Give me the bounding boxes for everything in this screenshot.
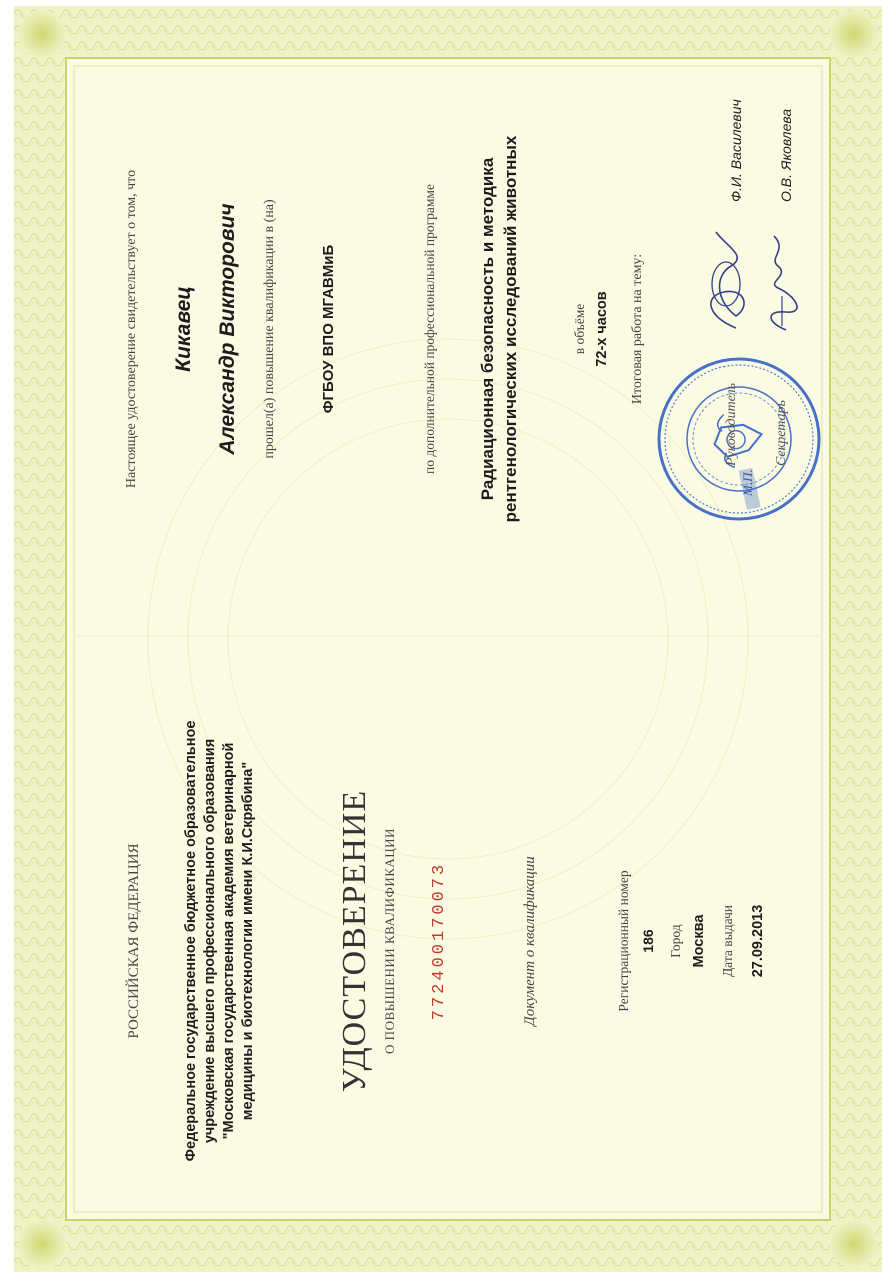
certificate-sheet (14, 6, 882, 1272)
issue-date-value: 27.09.2013 (750, 904, 766, 978)
head-name: Ф.И. Василевич (728, 99, 744, 202)
institution-line: "Московская государственная академия ветеринарной (221, 742, 237, 1140)
document-subtitle: О ПОВЫШЕНИИ КВАЛИФИКАЦИИ (382, 828, 397, 1054)
country-label: РОССИЙСКАЯ ФЕДЕРАЦИЯ (126, 843, 142, 1039)
rotated-content (34, 22, 844, 1246)
document-title: УДОСТОВЕРЕНИЕ (336, 789, 373, 1093)
volume-label: в объёме (572, 303, 587, 355)
head-signature (696, 226, 756, 336)
program-title (476, 22, 522, 636)
program-title-line: рентгенологических исследований животных (501, 135, 520, 523)
left-panel (34, 636, 844, 1246)
registration-label: Регистрационный номер (616, 870, 631, 1012)
issue-date-label: Дата выдачи (720, 904, 735, 978)
city-value: Москва (691, 914, 707, 968)
final-work-label: Итоговая работа на тему: (630, 253, 645, 405)
intro-text: Настоящее удостоверение свидетельствует о том, что (124, 169, 139, 489)
city-label: Город (668, 924, 683, 958)
organization-name: ФГБОУ ВПО МГАВМиБ (320, 244, 337, 414)
institution-name (182, 636, 258, 1246)
program-title-line: Радиационная безопасность и методика (478, 157, 497, 501)
document-number: 772400170073 (430, 861, 449, 1021)
recipient-given-names: Александр Викторович (216, 203, 239, 455)
institution-line: Федеральное государственное бюджетное образовательное (183, 720, 199, 1162)
recipient-surname: Кикавец (172, 286, 195, 372)
institution-line: учреждение высшего профессионального образования (202, 738, 218, 1144)
right-panel (34, 22, 844, 636)
stamp-mark: М.П. (740, 469, 755, 496)
institution-line: медицины и биотехнологии имени К.И.Скрябина" (240, 761, 256, 1121)
secretary-signature (756, 226, 806, 336)
registration-number: 186 (640, 929, 656, 953)
volume-value: 72-х часов (594, 291, 610, 367)
secretary-name: О.В. Яковлева (778, 108, 794, 202)
document-type-note: Документ о квалификации (522, 856, 538, 1026)
passed-text: прошел(а) повышение квалификации в (на) (262, 199, 277, 459)
program-intro: по дополнительной профессиональной программе (422, 184, 437, 474)
head-role: Руководитель (724, 382, 739, 466)
secretary-role: Секретарь (774, 400, 789, 466)
